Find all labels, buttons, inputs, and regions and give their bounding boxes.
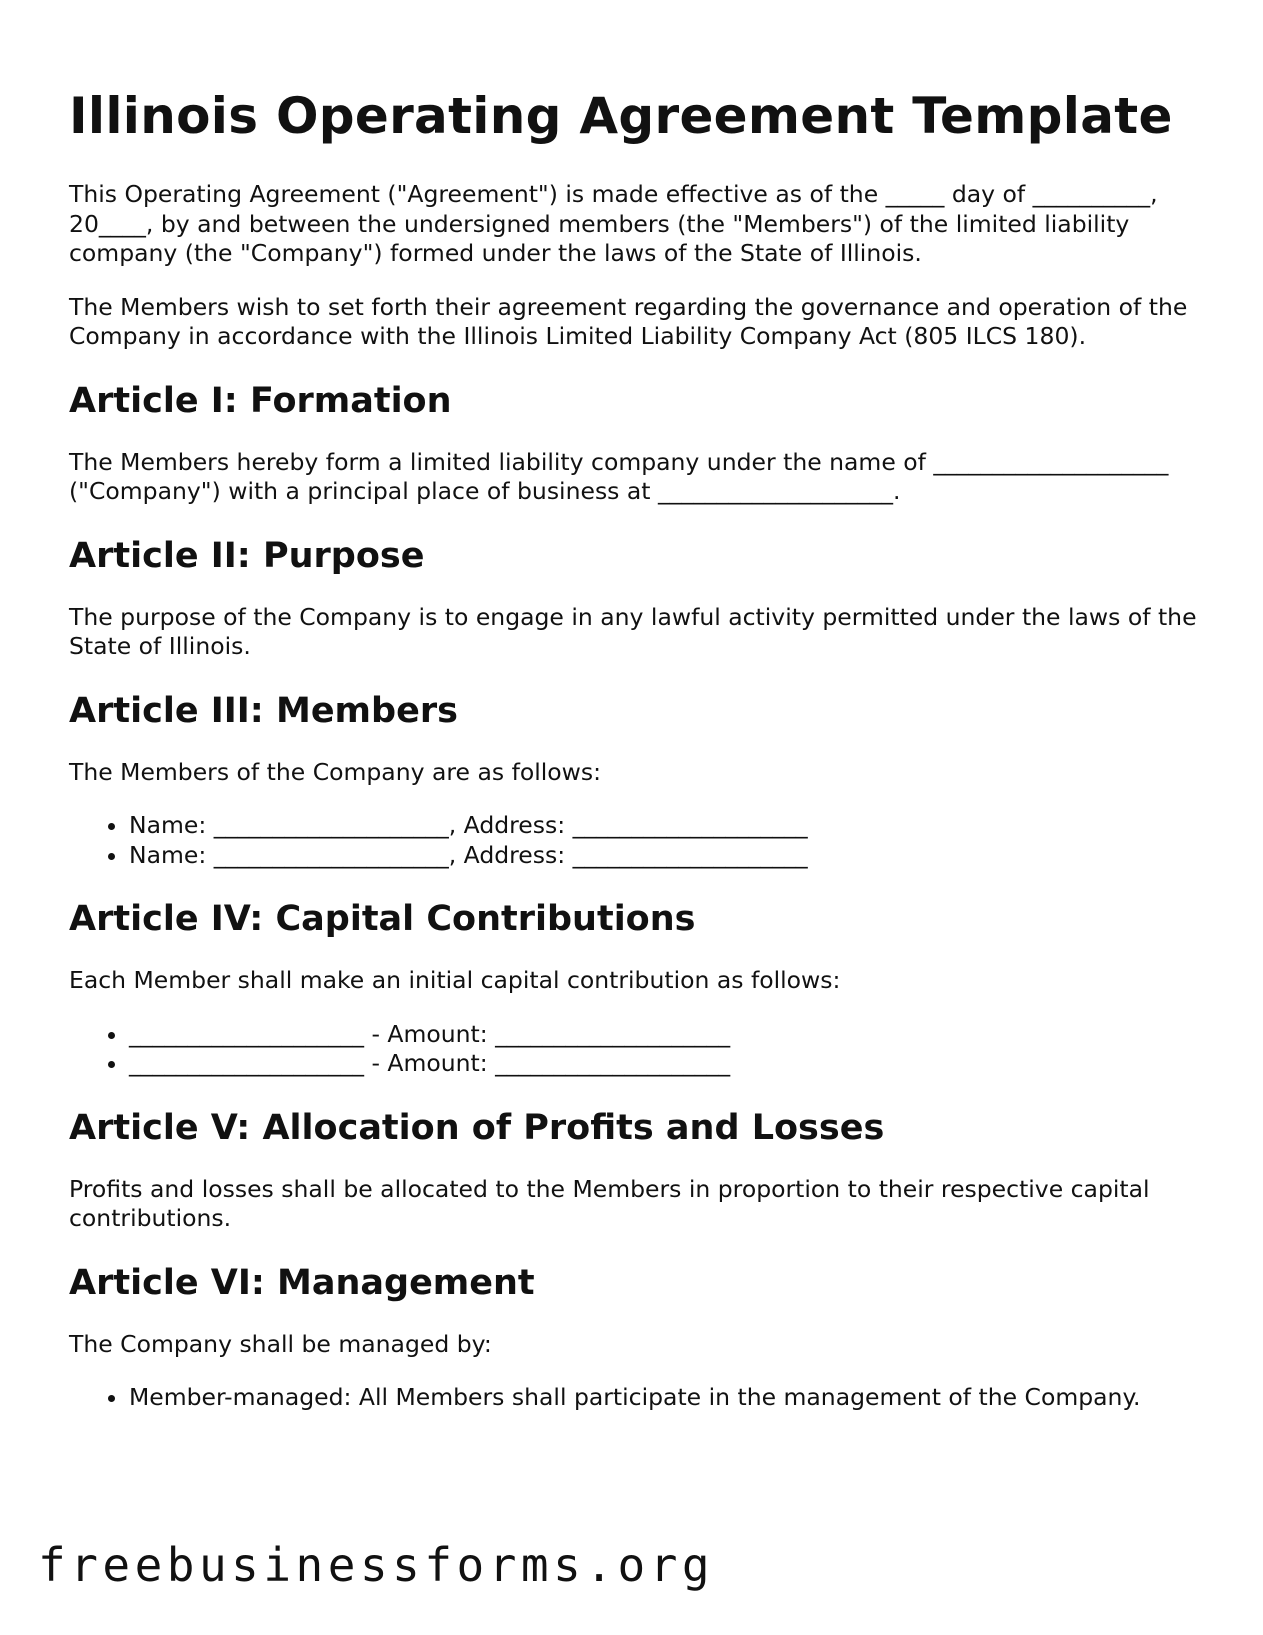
contribution-entry: • ____________________ - Amount: ____________________ xyxy=(129,1049,1199,1079)
article-heading: Article VI: Management xyxy=(69,1262,535,1303)
article-purpose xyxy=(69,535,1199,662)
article-members xyxy=(69,690,1199,871)
intro-paragraph-purpose: The Members wish to set forth their agreement regarding the governance and operation of the Company in accordance with the Illinois Limited Liability Company Act (805 ILCS 180). xyxy=(69,292,1188,350)
article-paragraph: Profits and losses shall be allocated to the Members in proportion to their respective capital contributions. xyxy=(69,1174,1150,1232)
members-list xyxy=(69,811,1199,870)
site-watermark: freebusinessforms.org xyxy=(38,1538,715,1592)
article-paragraph: The purpose of the Company is to engage in any lawful activity permitted under the laws of the State of Illinois. xyxy=(69,602,1197,660)
article-heading: Article II: Purpose xyxy=(69,535,425,576)
contributions-list xyxy=(69,1020,1199,1079)
management-option: • Member-managed: All Members shall participate in the management of the Company. xyxy=(129,1383,1199,1413)
member-entry: • Name: ____________________, Address: ____________________ xyxy=(129,841,1199,871)
article-capital-contributions xyxy=(69,898,1199,1079)
article-heading: Article V: Allocation of Profits and Losses xyxy=(69,1107,885,1148)
article-paragraph: The Members of the Company are as follows: xyxy=(69,757,602,786)
article-paragraph: The Members hereby form a limited liability company under the name of ____________________ ("Company") with a principal place of business at ____________________. xyxy=(69,447,1169,505)
article-allocation xyxy=(69,1107,1199,1234)
article-heading: Article I: Formation xyxy=(69,380,452,421)
article-paragraph: The Company shall be managed by: xyxy=(69,1329,492,1358)
intro-paragraph-effective-date: This Operating Agreement ("Agreement") is made effective as of the _____ day of __________, 20____, by and between the undersigned members (the "Members") of the limited liability company (the "Company") formed under the laws of the State of Illinois. xyxy=(69,180,1158,267)
article-paragraph: Each Member shall make an initial capital contribution as follows: xyxy=(69,966,841,994)
article-heading: Article IV: Capital Contributions xyxy=(69,899,696,939)
document-title: Illinois Operating Agreement Template xyxy=(69,87,1173,145)
management-options-list xyxy=(69,1383,1199,1413)
document-page xyxy=(69,86,1199,1437)
article-heading: Article III: Members xyxy=(69,690,458,731)
member-entry: • Name: ____________________, Address: ____________________ xyxy=(129,811,1199,841)
contribution-entry: • ____________________ - Amount: ____________________ xyxy=(129,1020,1199,1050)
article-management xyxy=(69,1262,1199,1413)
article-formation xyxy=(69,380,1199,507)
